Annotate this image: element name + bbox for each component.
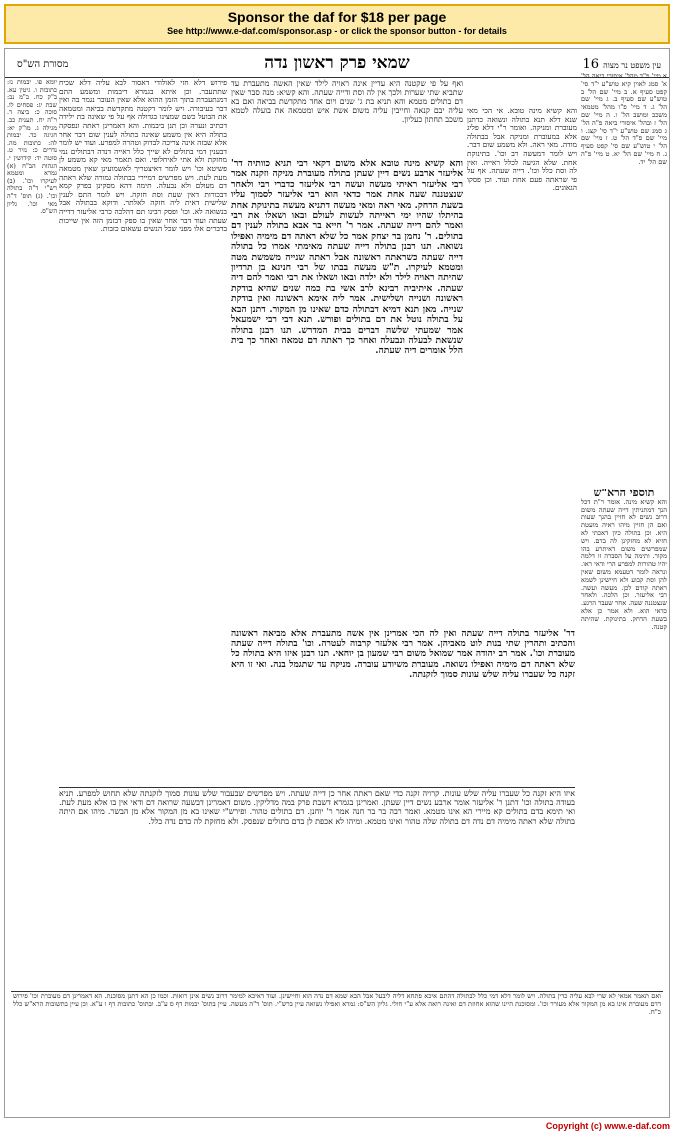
footnote-divider <box>11 991 663 992</box>
commentary-bottom: איזו היא זקנה כל שעברו עליה שלש עונות. קרויה זקנה כדי שאם ראתה אחר כן דייה שעתה. ויש מפרשים שבעבור שלש עונות סמוך לזקנתה שלא תחוש למפרע. תניא בעודה בתולה וכו' דתנן ר' אליעזר אומר ארבע נשים דיין שעתן. ואמרינן בגמרא דשבת פרק במה מדליקין. משום דאמרינן דבשעה שרואה דם ודאי אין בו אלא מעת לעת. ואי תימא בדם בתולים קא מיירי הא אינו מטמא. ואמר רבה בר בר חנה אמר ר' יוחנן. דם בתולים טהור. ופירש"י שאינו בא מן המקור אלא מן הבשר. מיהו אם היתה בתולה שלא ראתה מימיה דם נדה דם בתולה שלה טהור ואינו מטמא. ומיהו לא אכפת לן בדם בתולים שנפסק. ולא מחזקת לה בדם נדה כלל. <box>59 789 575 826</box>
ein-mishpat-label: עין משפט נר מצוה <box>603 61 661 70</box>
tosafot-column: פירוש דלא חזי לאולודי דאסור לבא עליה דלא שכיח שתתעבר. וכן איתא בגמרא דיבמות ומשמע התם דמנתעברת בתוך הזמן ההוא אלא שאין העובר נגמר בה ואין דבר בעיבורה. ויש לומר דקטנה מתקדשת בביאה ומטמאה את הבועל כשם שמצינו בגדולה אף על פי שאינה בת ילידה דכתיב ונערה וכן תנן ביבמות. והא דאמרינן ראתה ונפסקה בתולה היא אין משמע שאינה בתולה לענין שום דבר אחר אלא שבזה אינה צריכה לבדוק וטהרה למפרע. ועוד יש לומר דבענין דמי בתולים לא שייך כלל ראייה דנדה דבתולים נמי מחזקת ולא אתי לאיחלופי. ואם תאמר מאי קא משמע לן פשיטא וכו' ויש לומר דאיצטריך לאשמועינן שאין מטמאה מעת לעת. ויש מפרשים דמיירי בבתולה גמורה שלא ראתה דם מעולם ולא נבעלה. תימה דהא מסקינן בפרק קמא דבכורות דאין שעת וסת חזקה. ויש לומר התם לענין שלישית דאית ליה חזקה לאלתר. ודוקא בבתולה אבל בנשואה לא. וכו' ופסק רבינו תם דהלכה כרבי אליעזר דדייה שעתה ועוד דבר אחר שאין בו ספק דבזמן הזה אין שייכות בדברים אלו מפני שכל הנשים עשאום כזבות. <box>59 79 227 234</box>
masoret-label: מסורת הש"ס <box>17 59 69 70</box>
rashi-column: ואף על פי שקטנה היא עדיין אינה ראויה לילד שאין האשה מתעברת עד שתביא שתי שערות ולכך אין לה וסת ודייה שעתה. והא קשיא: מנה סבר שאין דם בתולים מטמא והא תניא בת ג' שנים ויום אחד מתקדשת בביאה ואם בא עליה יבם קנאה וחייבין עליה משום אשת איש ומטמאה את בועלה לטמא משכב תחתון כעליון. <box>231 79 463 124</box>
header-divider <box>5 77 669 78</box>
rosh-column <box>581 489 667 909</box>
tosafot-right-column: והא קשיא מינה טובא. אי הכי מאי שנא דלא תנא בתולה ונשואה כדתנן מעוברת ומניקה. ואומר ר"י דלא פליג אלא במעוברת ומניקה אבל בבתולה מודה. מאי ראה. ולא משמע שום דבר. ויש לומר דמעשה רב וכו'. בתינוקת אחת. שלא הגיעה לכלל ראייה. ואין לה וסת כלל וכו'. דייה שעתה. אף על פי שראתה פעם אחת ועוד. וכן פסקו הגאונים. <box>467 107 577 193</box>
sponsor-banner[interactable] <box>4 4 670 44</box>
page-header <box>5 53 669 79</box>
footnotes-section: ואם תאמר אמאי לא שרי לבא עליה כדין בתולה. ויש לומר דלא דמי כלל לבתולה דהתם איכא פתחא דליה ליבעל אבל הכא שמא דם נדה הוא וחיישינן. ועוד דאיכא למימר דרוב נשים אינן רואות. וכמו כן הא דתנן מסוכנת. הא דאמרינן דם מעוברת וכו' פירוש דדם מעוברת אינו בא מן המקור אלא מעורר וכו'. ומסוכנת היינו שהוא אחוזת דם ואינה רואה אלא ע"י חולי. גליון הש"ס: גמרא ואפילו נשואה עיין ברש"י. תוס' ד"ה מעשה. עיין בתוס' יבמות דף ס ע"ב. ובתוס' כתובות דף ו ע"א. וכן עיין בתשובות הרא"ש כלל כ"ח. <box>13 993 661 1016</box>
copyright-link[interactable]: Copyright (c) www.e-daf.com <box>545 1121 670 1131</box>
gemara-continuation: דר' אליעזר בתולה דייה שעתה ואין לה הכי אמרינן אין אשה מתעברת אלא מביאה ראשונה והכתיב ותהרין שתי בנות לוט מאביהן. אמר רבי אלעזר קרבוה לעטרה. וכו' בתולה דייה שעתה מעוברת וכו'. אמר רב יהודה אמר שמואל משום רבי שמעון בן יוחאי. תנו רבנן איזו היא בתולה כל שלא ראתה דם מימיה ואפילו נשואה. מעוברת משיודע עוברה. מניקה עד שתגמל בנה. ואי זו היא זקנה כל שעברו עליה שלש עונות סמוך לזקנתה. <box>231 629 575 680</box>
ein-mishpat-column: א מיי' פ"ד מהל' איסורי ביאה הל' א' סמג לאוין קיא טוש"ע י"ד סי' קפט סעיף א. ב מיי' שם הל' ב טוש"ע שם סעיף ב. ג מיי' שם הל' ג. ד מיי' פ"ו מהל' מטמאי משכב ומושב הל' ו. ה מיי' שם הל' ז ובהל' איסורי ביאה פ"ה הל' ג סמג שם טוש"ע י"ד סי' קצג. ו מיי' שם פ"ד הל' ט. ז מיי' שם הל' י טוש"ע שם סי' קפט סעיף ג. ח מיי' שם הל' יא. ט מיי' פ"ה שם הל' יד. <box>581 73 667 166</box>
page-title: שמאי פרק ראשון נדה <box>264 53 410 73</box>
rosh-title: תוספי הרא"ש <box>593 489 655 499</box>
gemara-column: והא קשיא מינה טובא אלא משום דקאי רבי תניא כוותיה דר' אליעזר ארבע נשים דיין שעתן בתולה מעוברת מניקה וזקנה אמר רבי אליעזר ראיתי מעשה ועשה רבי אליעזר כדברי רבי ולאחר שנצטננה שעה אחת אמר כדאי הוא רבי אליעזר לסמוך עליו בשעת הדחק. מאי ראה ומאי מעשה דתניא מעשה בתינוקת אחת בהיתלו שהיו ימי ראייתה לעשות לעולם ובאו ושאלו את רבי ואמר להם דייה שעתה. אמר ר' חייא בר אבא בתולה לענין דם בתולים. ר' נחמן בר יצחק אמר כל שלא ראתה דם מימיה ואפילו נשואה. תנו רבנן בתולה דייה שעתה מאימתי אמרו כל בתולה דייה שעתה כשראתה ראשונה אבל ראתה שנייה משמשת מטה ומטמא לעיקרו. ת"ש מעשה בבתו של רבי חנינא בן תרדיון שהיתה ראויה לילד ולא ילדה ובאו ושאלו את רבי ואמר להם דיה שעתה. איתיביה רבינא לרב אשי בת כמה שנים שהיא בודקת ראשונה ושנייה ושלישית. אמר ליה אימא ראשונה ואין בודקת שנייה. מאן תנא דמיא דבתולה כדם שאינו מן המקור. דתנן הבא על בתולה נוטל את דם בתולים ופורש. תנא דבי רבי ישמעאל אמר שמעתי שלשה דברים בבית המדרש. תנו רבנן בתולה שנשאת לבעלה ונבעלה ואחר כך ראתה דם טמאה ואחר כך בית הלל אומרים דיה שעתה. <box>231 159 463 357</box>
bottom-divider <box>59 787 575 788</box>
hagahot-column: יומא פו. יבמות נז: כתובות ו. גיטין עא. ב"ק כח. ב"מ נב: שבת יג: פסחים לו. סוכה כ: ביצה ד. ר"ה יח. תענית כב. מגילה ג. מו"ק יא: חגיגה כד. יבמות לה: כתובות מה. נדרים כ: נזיר ט. סוטה יד: קידושין י. הגהות הב"ח (א) גמרא ומטמא לעיקרו וכו'. (ב) רש"י ד"ה בתולה וכו'. (ג) תוס' ד"ה מאי וכו'. גליון הש"ס. <box>7 79 57 216</box>
rosh-text: והא קשיא מינה. אומר ר"ת דכל הנך דמתניתין דייה שעתה משום דרוב נשים לא חזיין בהנך שעות ואם הן חזיין מיהו ראיה מועטת היא. וכן בתולה כיון דאכתי לא חזיא לא מחזקינן לה בדם. ויש שמפרשים משום דאיתרע בהו מקור. ותימה על הסברה זו דלמה יהיו טהורות למפרע הרי ודאי ראו. ונראה לומר דטעמא משום שאין להן וסת קבוע ולא חיישינן לשמא ראתה קודם לכן. מעשה ועשה. רבי אליעזר. וכן הלכה. ולאחר שנצטננה שעה. אחר שעבר הרגע. כדאי הוא. ולא אמר כן אלא בשעת הדחק. בתינוקת. שהיתה קטנה. <box>581 497 667 631</box>
sponsor-subtitle[interactable]: See http://www.e-daf.com/sponsor.asp - or click the sponsor button - for details <box>167 26 507 36</box>
page-number: 16 <box>582 57 599 72</box>
sponsor-title[interactable]: Sponsor the daf for $18 per page <box>227 9 447 25</box>
talmud-page <box>4 48 670 1118</box>
